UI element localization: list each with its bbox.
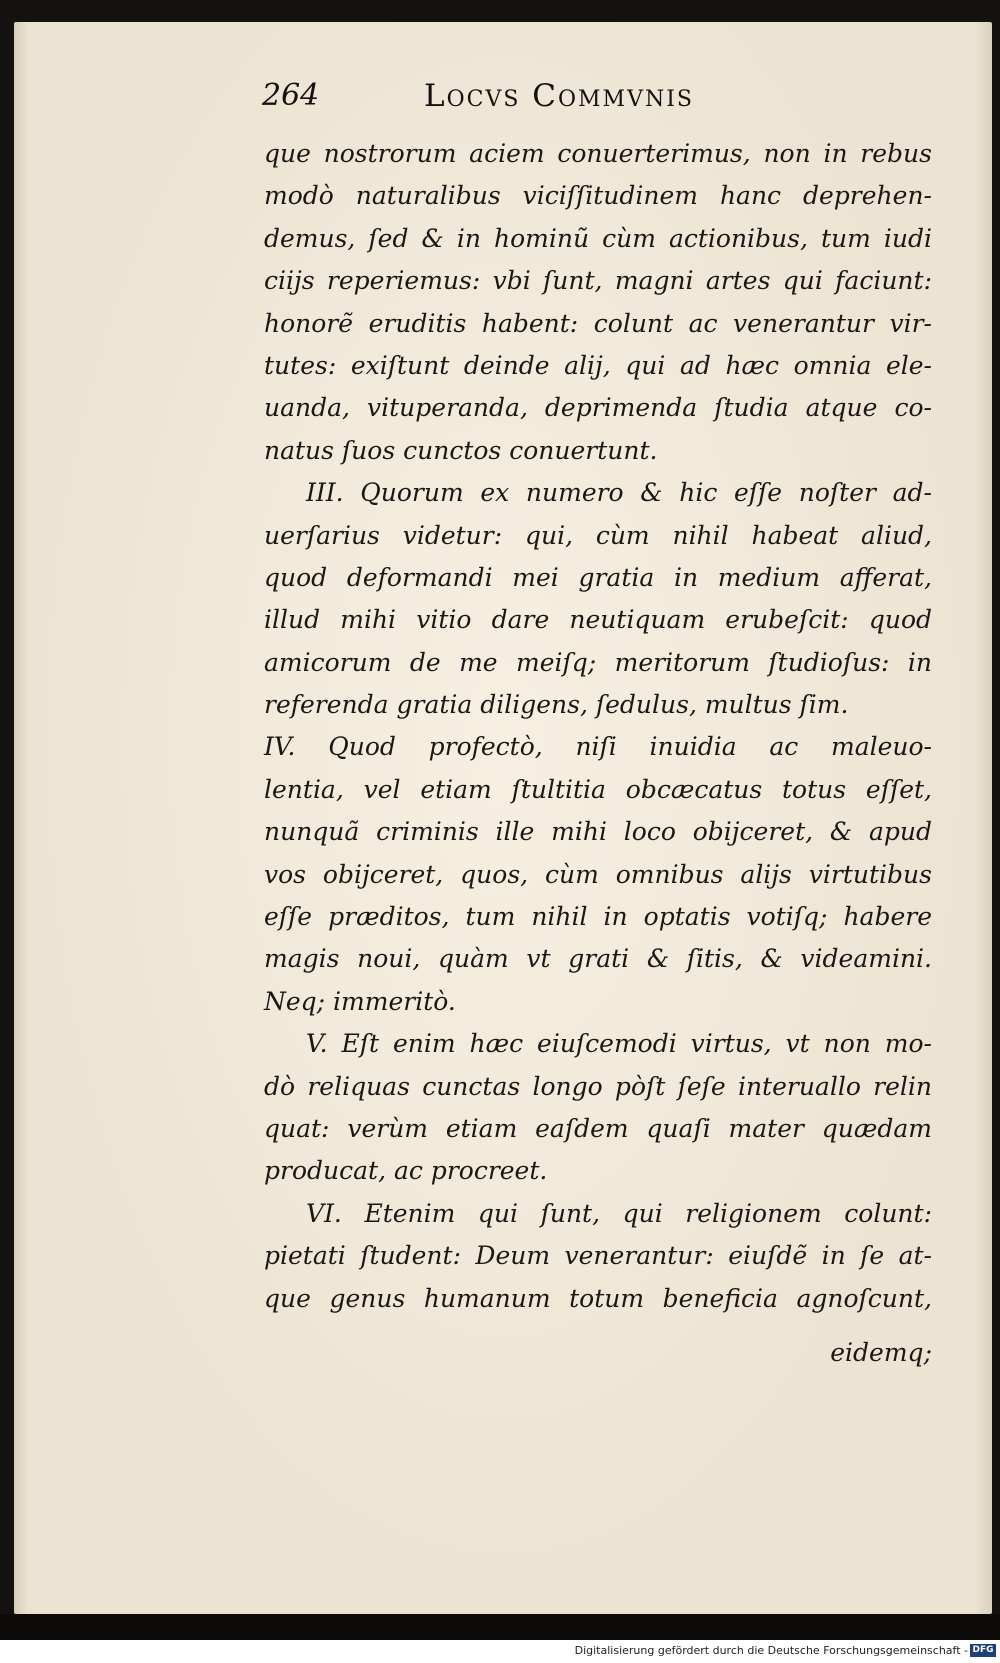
- text-line: dò reliquas cunctas longo pòſt ſeſe interuallo relin: [264, 1071, 932, 1101]
- text-line: quod deformandi mei gratia in medium afferat,: [264, 562, 932, 592]
- text-line: tutes: exiſtunt deinde alij, qui ad hæc omnia ele-: [264, 350, 932, 380]
- text-line: referenda gratia diligens, ſedulus, multus ſim.: [264, 690, 849, 720]
- text-line: demus, ſed & in hominũ cùm actionibus, tum iudi: [264, 223, 932, 253]
- text-line: nunquã criminis ille mihi loco obijceret, & apud: [264, 817, 932, 847]
- text-line: amicorum de me meiſq; meritorum ſtudioſus: in: [264, 647, 932, 677]
- text-line: ciijs reperiemus: vbi ſunt, magni artes qui faciunt:: [264, 266, 932, 296]
- text-line: uanda, vituperanda, deprimenda ſtudia atque co-: [264, 393, 932, 423]
- dfg-logo: DFG: [970, 1644, 996, 1657]
- text-line: lentia, vel etiam ſtultitia obcæcatus totus eſſet,: [264, 774, 932, 804]
- scan-bottom-border: [0, 1614, 1000, 1640]
- text-line: eſſe præditos, tum nihil in optatis votiſq; habere: [264, 902, 932, 932]
- text-line: illud mihi vitio dare neutiquam erubeſcit: quod: [264, 605, 932, 635]
- running-head: Locvs Commvnis: [424, 78, 694, 114]
- paragraph-iv-start: IV. Quod profectò, niſi inuidia ac maleuo-: [264, 732, 932, 762]
- text-line: vos obijceret, quos, cùm omnibus alijs virtutibus: [264, 859, 932, 889]
- text-line: producat, ac procreet.: [264, 1156, 548, 1186]
- text-line: modò naturalibus viciſſitudinem hanc deprehen-: [264, 181, 932, 211]
- text-line: honorẽ eruditis habent: colunt ac venerantur vir-: [264, 308, 932, 338]
- text-line: natus ſuos cunctos conuertunt.: [264, 435, 658, 465]
- text-line: Neq; immeritò.: [264, 986, 456, 1016]
- digitization-credit: Digitalisierung gefördert durch die Deutsche Forschungsgemeinschaft -: [574, 1644, 968, 1657]
- text-line: que genus humanum totum beneficia agnoſcunt,: [264, 1283, 932, 1313]
- text-line: pietati ſtudent: Deum venerantur: eiuſdẽ in ſe at-: [264, 1241, 932, 1271]
- text-line: magis noui, quàm vt grati & ſitis, & videamini.: [264, 944, 932, 974]
- text-line: quat: verùm etiam eaſdem quaſi mater quædam: [264, 1113, 932, 1143]
- body-text: [264, 133, 932, 1320]
- page-number: 264: [262, 78, 320, 113]
- text-line: que nostrorum aciem conuerterimus, non in rebus: [264, 139, 932, 168]
- text-line: uerſarius videtur: qui, cùm nihil habeat aliud,: [264, 520, 932, 550]
- page-header: [262, 78, 782, 126]
- paragraph-iii-start: III. Quorum ex numero & hic eſſe noſter ad-: [306, 478, 932, 508]
- paragraph-v-start: V. Eſt enim hæc eiuſcemodi virtus, vt non mo-: [306, 1029, 932, 1059]
- catchword: eidemq;: [830, 1338, 932, 1367]
- footer-bar: [0, 1640, 1000, 1663]
- paragraph-vi-start: VI. Etenim qui ſunt, qui religionem colunt:: [306, 1198, 932, 1228]
